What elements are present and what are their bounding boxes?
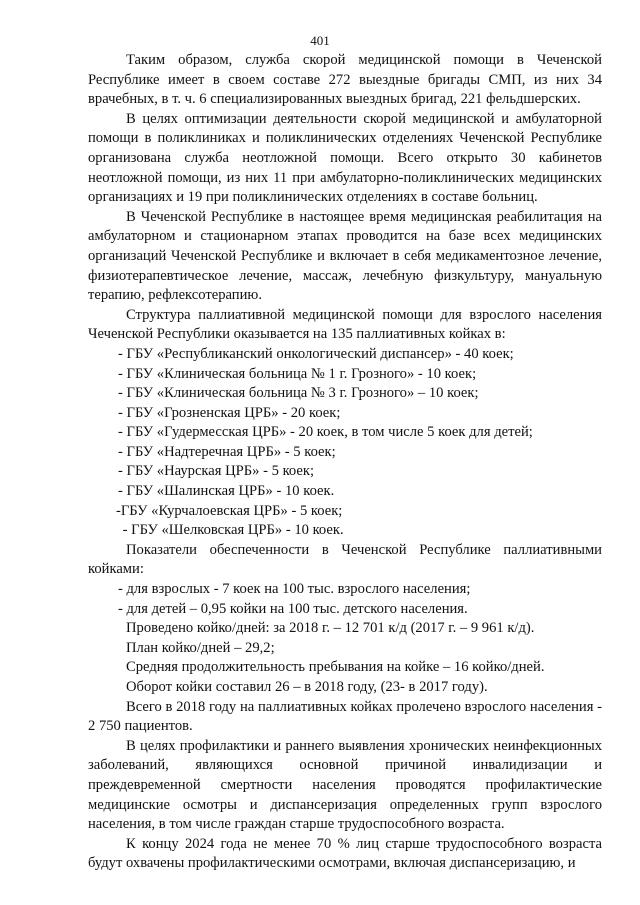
stat-bed-turnover: Оборот койки составил 26 – в 2018 году, (23- в 2017 году). (126, 679, 488, 695)
paragraph-rehabilitation: В Чеченской Республике в настоящее время медицинская реабилитация на амбулаторном и стационарном этапах проводится на базе всех медицинских организаций Чеченской Республике и включает в себя медикаментозное лечение, физиотерапевтическое лечение, массаж, лечебную физкультуру, мануальную терапию, рефлексотерапию. (88, 208, 602, 304)
list-item: - ГБУ «Грозненская ЦРБ» - 20 коек; (118, 404, 341, 421)
stat-average-stay: Средняя продолжительность пребывания на койке – 16 койко/дней. (126, 659, 545, 676)
list-item: - ГБУ «Клиническая больница № 1 г. Грозного» - 10 коек; (118, 365, 477, 382)
list-item: - ГБУ «Надтеречная ЦРБ» - 5 коек; (118, 443, 336, 460)
list-item: - ГБУ «Шалинская ЦРБ» - 10 коек. (118, 483, 335, 500)
paragraph-palliative-structure: Структура паллиативной медицинской помощи для взрослого населения Чеченской Республики оказывается на 135 паллиативных койках в: (88, 306, 602, 343)
list-item: -ГБУ «Курчалоевская ЦРБ» - 5 коек; (116, 502, 343, 519)
list-item: - ГБУ «Клиническая больница № 3 г. Грозного» – 10 коек; (118, 385, 479, 402)
paragraph-urgent-care: В целях оптимизации деятельности скорой медицинской и амбулаторной помощи в поликлиниках и поликлинических отделениях Чеченской Республике организована служба неотложной помощи. Всего открыто 30 кабинетов неотложной помощи, из них 11 при амбулаторно-поликлинических медицинских организациях и 19 при поликлинических отделениях в составе больниц. (88, 110, 602, 206)
stat-plan: План койко/дней – 29,2; (126, 639, 275, 656)
provision-adults: - для взрослых - 7 коек на 100 тыс. взрослого населения; (118, 581, 471, 598)
stat-bed-days: Проведено койко/дней: за 2018 г. – 12 701 к/д (2017 г. – 9 961 к/д). (126, 620, 535, 637)
page-number: 401 (310, 33, 330, 48)
list-item: - ГБУ «Наурская ЦРБ» - 5 коек; (118, 463, 315, 480)
provision-children: - для детей – 0,95 койки на 100 тыс. детского населения. (118, 600, 468, 617)
paragraph-ambulance-service: Таким образом, служба скорой медицинской помощи в Чеченской Республике имеет в своем составе 272 выездные бригады СМП, из них 34 врачебных, в т. ч. 6 специализированных выездных бригад, 221 фельдшерских. (88, 52, 602, 108)
list-item: - ГБУ «Гудермесская ЦРБ» - 20 коек, в том числе 5 коек для детей; (118, 424, 533, 441)
paragraph-2024-target: К концу 2024 года не менее 70 % лиц старше трудоспособного возраста будут охвачены профилактическими осмотрами, включая диспансеризацию, и (88, 835, 602, 872)
list-item: - ГБУ «Шелковская ЦРБ» - 10 коек. (119, 522, 344, 539)
paragraph-prevention: В целях профилактики и раннего выявления хронических неинфекционных заболеваний, являющихся основной причиной инвалидизации и преждевременной смертности населения проводятся профилактические медицинские осмотры и диспансеризация определенных групп взрослого населения, в том числе граждан старше трудоспособного возраста. (88, 737, 602, 833)
list-item: - ГБУ «Республиканский онкологический диспансер» - 40 коек; (118, 345, 514, 362)
paragraph-treated-patients: Всего в 2018 году на паллиативных койках пролечено взрослого населения - 2 750 пациентов. (88, 698, 602, 735)
body-text (88, 51, 602, 874)
hospital-list (88, 345, 602, 541)
paragraph-provision-intro: Показатели обеспеченности в Чеченской Республике паллиативными койками: (88, 541, 602, 578)
